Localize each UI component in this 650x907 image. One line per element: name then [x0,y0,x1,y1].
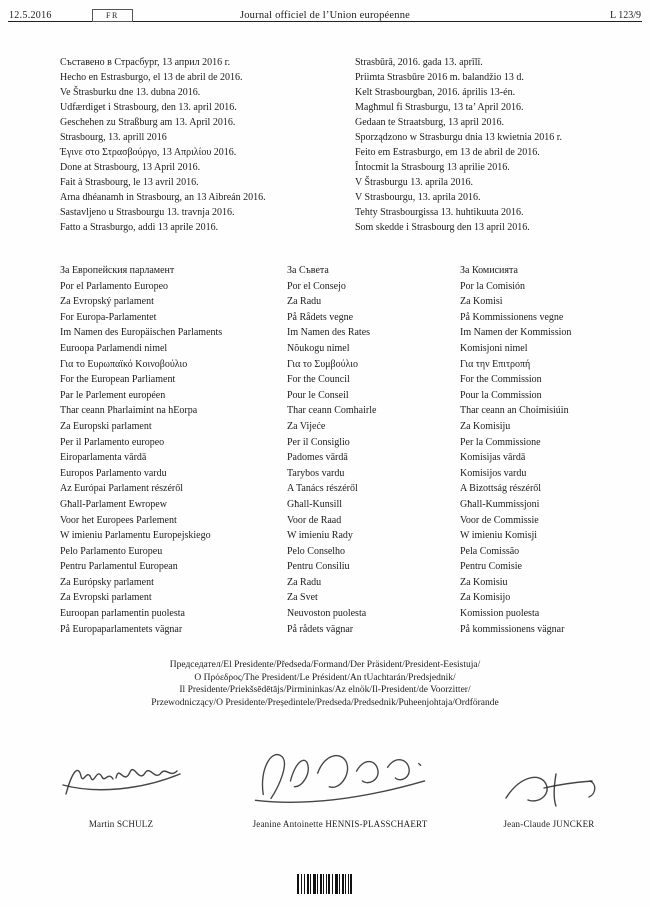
institution-line: Voor het Europees Parlement [60,514,177,526]
done-at-line: Magħmul fi Strasburgu, 13 ta’ April 2016. [355,102,524,113]
institution-line: Im Namen der Kommission [460,327,572,339]
signatures-row [0,744,650,829]
page-header [0,0,650,21]
institution-line: Για το Συμβούλιο [287,358,358,370]
president-line: Przewodniczący/O Presidente/Președintele/Predseda/Predsednik/Puheenjohtaja/Ordförande [151,698,499,709]
institution-line: For the Council [287,374,350,386]
institution-line: Por el Parlamento Europeo [60,280,169,292]
institution-line: Az Európai Parlament részéről [60,483,184,495]
signature-block-council [245,744,435,829]
institution-line: På rådets vägnar [287,623,354,635]
institution-line: Thar ceann Pharlaimint na hEorpa [60,405,198,417]
institution-line: A Bizottság részéről [460,483,542,495]
done-at-line: Kelt Strasbourgban, 2016. április 13-én. [355,87,516,98]
institution-line: Za Komisijo [460,592,511,604]
institution-line: Za Radu [287,576,322,588]
institution-line: Per il Parlamento europeo [60,436,165,448]
done-at-line: Съставено в Страсбург, 13 април 2016 г. [60,57,231,68]
parliament-column [60,263,287,637]
done-at-line: Fait à Strasbourg, le 13 avril 2016. [60,177,199,188]
institution-line: For the Commission [460,374,542,386]
president-lines [0,659,650,709]
done-at-line: Tehty Strasbourgissa 13. huhtikuuta 2016. [355,207,524,218]
institution-line: Għall-Kummissjoni [460,498,540,510]
done-at-line: Sastavljeno u Strasbourgu 13. travnja 2016. [60,207,235,218]
language-code-box: FR [92,9,133,22]
institution-line: Za Evropský parlament [60,296,154,308]
institution-line: På Europaparlamentets vägnar [60,623,183,635]
institution-line: Za Evropski parlament [60,592,152,604]
signature-schulz-icon [56,752,186,812]
institution-line: W imieniu Komisji [460,530,538,542]
institution-line: Par le Parlement européen [60,389,166,401]
header-date: 12.5.2016 [9,10,52,21]
institution-line: Pentru Consiliu [287,561,350,573]
institution-line: Za Svet [287,592,318,604]
institution-line: За Европейския парламент [60,265,175,276]
journal-title: Journal officiel de l’Union européenne [239,10,411,21]
institution-line: Komisijos vardu [460,467,527,479]
done-at-line: V Strasbourgu, 13. aprila 2016. [355,192,481,203]
institution-line: Por la Comisión [460,280,526,292]
institution-line: Pelo Parlamento Europeu [60,545,163,557]
institution-line: Por el Consejo [287,280,346,292]
institution-line: Euroopan parlamentin puolesta [60,608,185,620]
institution-line: Για την Επιτροπή [460,358,531,370]
institution-line: Per il Consiglio [287,436,350,448]
signature-hennis-plasschaert-icon [245,744,435,812]
institution-line: W imieniu Rady [287,530,353,542]
institution-line: Za Komisi [460,296,503,308]
institution-line: Għall-Kunsill [287,498,342,510]
institution-line: Pour la Commission [460,389,542,401]
institution-line: Za Komisiu [460,576,508,588]
institution-line: Za Európsky parlament [60,576,154,588]
institution-line: A Tanács részéről [287,483,358,495]
president-line: Председател/El Presidente/Předseda/Formand/Der Präsident/President-Eesistuja/ [169,660,481,671]
institution-line: Pentru Parlamentul European [60,561,178,573]
signatory-name: Jeanine Antoinette HENNIS-PLASSCHAERT [252,818,428,829]
institution-line: Im Namen des Europäischen Parlaments [60,327,223,339]
commission-column [460,263,650,637]
done-at-line: Sporządzono w Strasburgu dnia 13 kwietnia 2016 r. [355,132,563,143]
institution-line: Komisijas vārdā [460,452,526,464]
institution-line: За Комисията [460,265,518,276]
barcode [297,874,353,899]
institution-line: Pela Comissão [460,545,520,557]
signature-juncker-icon [494,764,604,812]
institution-line: Komisjoni nimel [460,342,528,354]
institution-line: Pour le Conseil [287,389,349,401]
done-at-line: Gedaan te Straatsburg, 13 april 2016. [355,117,504,128]
institution-line: For Europa-Parlamentet [60,311,157,323]
signature-block-parliament [56,752,186,829]
institution-line: Voor de Commissie [460,514,539,526]
institution-line: For the European Parliament [60,374,176,386]
done-at-line: Som skedde i Strasbourg den 13 april 2016. [355,222,530,233]
institution-line: Europos Parlamento vardu [60,467,167,479]
institution-line: Per la Commissione [460,436,541,448]
done-at-line: V Štrasburgu 13. apríla 2016. [355,177,473,188]
done-at-line: Udfærdiget i Strasbourg, den 13. april 2016. [60,102,237,113]
institution-line: Za Europski parlament [60,420,152,432]
signatory-name: Martin SCHULZ [88,818,154,829]
institution-line: På Kommissionens vegne [460,311,564,323]
institution-line: Im Namen des Rates [287,327,371,339]
done-at-line: Fatto a Strasburgo, addì 13 aprile 2016. [60,222,219,233]
institution-line: På Rådets vegne [287,311,354,323]
institution-line: Za Radu [287,296,322,308]
done-at-column-left [60,55,355,235]
institution-line: Thar ceann an Choimisiúin [460,405,569,417]
institution-line: W imieniu Parlamentu Europejskiego [60,530,211,542]
done-at-line: Done at Strasbourg, 13 April 2016. [60,162,201,173]
president-line: Ο Πρόεδρος/The President/Le Président/An tUachtarán/Predsjednik/ [194,672,456,683]
institution-line: Za Komisiju [460,420,511,432]
done-at-column-right [355,55,650,235]
institution-line: Nõukogu nimel [287,342,350,354]
institution-line: Za Vijeće [287,420,326,432]
done-at-line: Întocmit la Strasbourg 13 aprilie 2016. [355,162,510,173]
council-column [287,263,460,637]
president-line: Il Presidente/Priekšsēdētājs/Pirmininkas/Az elnök/Il-President/de Voorzitter/ [179,685,471,696]
institution-line: På kommissionens vägnar [460,623,565,635]
done-at-line: Strasbūrā, 2016. gada 13. aprīlī. [355,57,483,68]
barcode-icon [297,874,353,894]
done-at-line: Arna dhéanamh in Strasbourg, an 13 Aibreán 2016. [60,192,266,203]
signature-block-commission [494,764,604,829]
done-at-line: Feito em Estrasburgo, em 13 de abril de 2016. [355,147,540,158]
institution-line: Thar ceann Comhairle [287,405,377,417]
done-at-section [60,55,650,235]
done-at-line: Priimta Strasbūre 2016 m. balandžio 13 d. [355,72,524,83]
done-at-line: Ve Štrasburku dne 13. dubna 2016. [60,87,201,98]
done-at-line: Hecho en Estrasburgo, el 13 de abril de 2016. [60,72,243,83]
institutions-section [60,263,650,637]
institution-line: Voor de Raad [287,514,342,526]
institution-line: Pelo Conselho [287,545,346,557]
institution-line: Neuvoston puolesta [287,608,367,620]
institution-line: Tarybos vardu [287,467,345,479]
institution-line: Για το Ευρωπαϊκό Κοινοβούλιο [60,358,188,370]
institution-line: Eiroparlamenta vārdā [60,452,147,464]
institution-line: Euroopa Parlamendi nimel [60,342,168,354]
institution-line: Għall-Parlament Ewropew [60,498,167,510]
institution-line: Pentru Comisie [460,561,522,573]
done-at-line: Strasbourg, 13. aprill 2016 [60,132,167,143]
page-number: L 123/9 [609,10,641,21]
institution-line: За Съвета [287,265,329,276]
signatory-name: Jean-Claude JUNCKER [503,818,595,829]
done-at-line: Έγινε στο Στρασβούργο, 13 Απριλίου 2016. [60,147,237,158]
institution-line: Padomes vārdā [287,452,348,464]
institution-line: Komission puolesta [460,608,540,620]
done-at-line: Geschehen zu Straßburg am 13. April 2016. [60,117,236,128]
